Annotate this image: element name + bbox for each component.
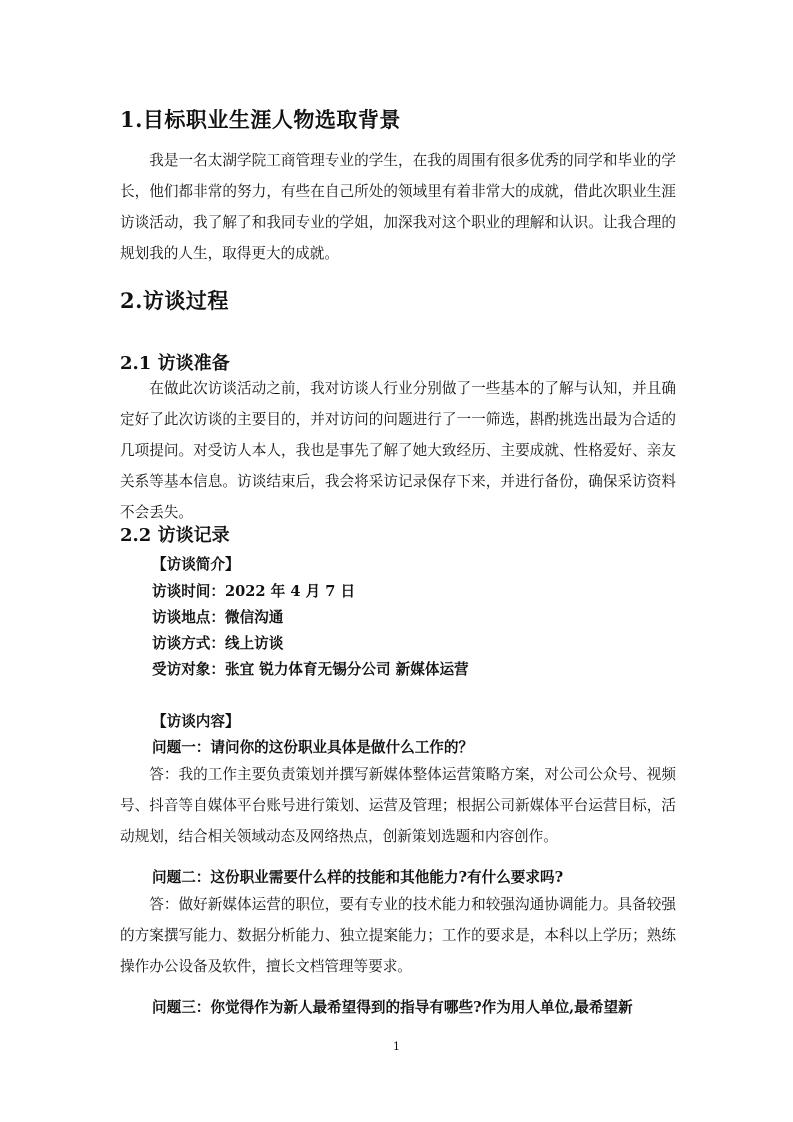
interview-method: 访谈方式：线上访谈 [152,635,284,652]
page-number: 1 [393,1040,400,1053]
section-2-1-paragraph: 在做此次访谈活动之前，我对访谈人行业分别做了一些基本的了解与认知，并且确定好了此次访谈的主要目的，并对访问的问题进行了一一筛选，斟酌挑选出最为合适的几项提问。对受访人本人，我也是事先了解了她大致经历、主要成就、性格爱好、亲友关系等基本信息。访谈结束后，我会将采访记录保存下来，并进行备份，确保采访资料不会丢失。 [120,380,676,521]
answer-2: 答：做好新媒体运营的职位，要有专业的技术能力和较强沟通协调能力。具备较强的方案撰写能力、数据分析能力、独立提案能力；工作的要求是，本科以上学历；熟练操作办公设备及软件，擅长文档管理等要求。 [120,896,676,975]
interview-time: 访谈时间：2022 年 4 月 7 日 [152,583,356,600]
section-2-1-title: 2.1 访谈准备 [120,353,230,374]
section-1-paragraph: 我是一名太湖学院工商管理专业的学生，在我的周围有很多优秀的同学和毕业的学长，他们都非常的努力，有些在自己所处的领域里有着非常大的成就，借此次职业生涯访谈活动，我了解了和我同专业的学姐，加深我对这个职业的理解和认识。让我合理的规划我的人生，取得更大的成就。 [120,152,676,262]
answer-1: 答：我的工作主要负责策划并撰写新媒体整体运营策略方案，对公司公众号、视频号、抖音等自媒体平台账号进行策划、运营及管理；根据公司新媒体平台运营目标，活动规划，结合相关领域动态及网络热点，创新策划选题和内容创作。 [120,766,676,845]
section-2-title: 2.访谈过程 [120,288,229,313]
question-2: 问题二：这份职业需要什么样的技能和其他能力?有什么要求吗? [152,869,564,886]
interview-subject: 受访对象：张宜 锐力体育无锡分公司 新媒体运营 [152,661,469,678]
interview-content-heading: 【访谈内容】 [152,713,240,730]
interview-intro-heading: 【访谈简介】 [152,556,240,573]
question-1: 问题一：请问你的这份职业具体是做什么工作的？ [152,739,474,756]
interview-place: 访谈地点：微信沟通 [152,609,284,626]
section-1-title: 1.目标职业生涯人物选取背景 [120,107,401,132]
question-3: 问题三：你觉得作为新人最希望得到的指导有哪些?作为用人单位,最希望新 [152,999,633,1016]
section-2-2-title: 2.2 访谈记录 [120,525,230,546]
